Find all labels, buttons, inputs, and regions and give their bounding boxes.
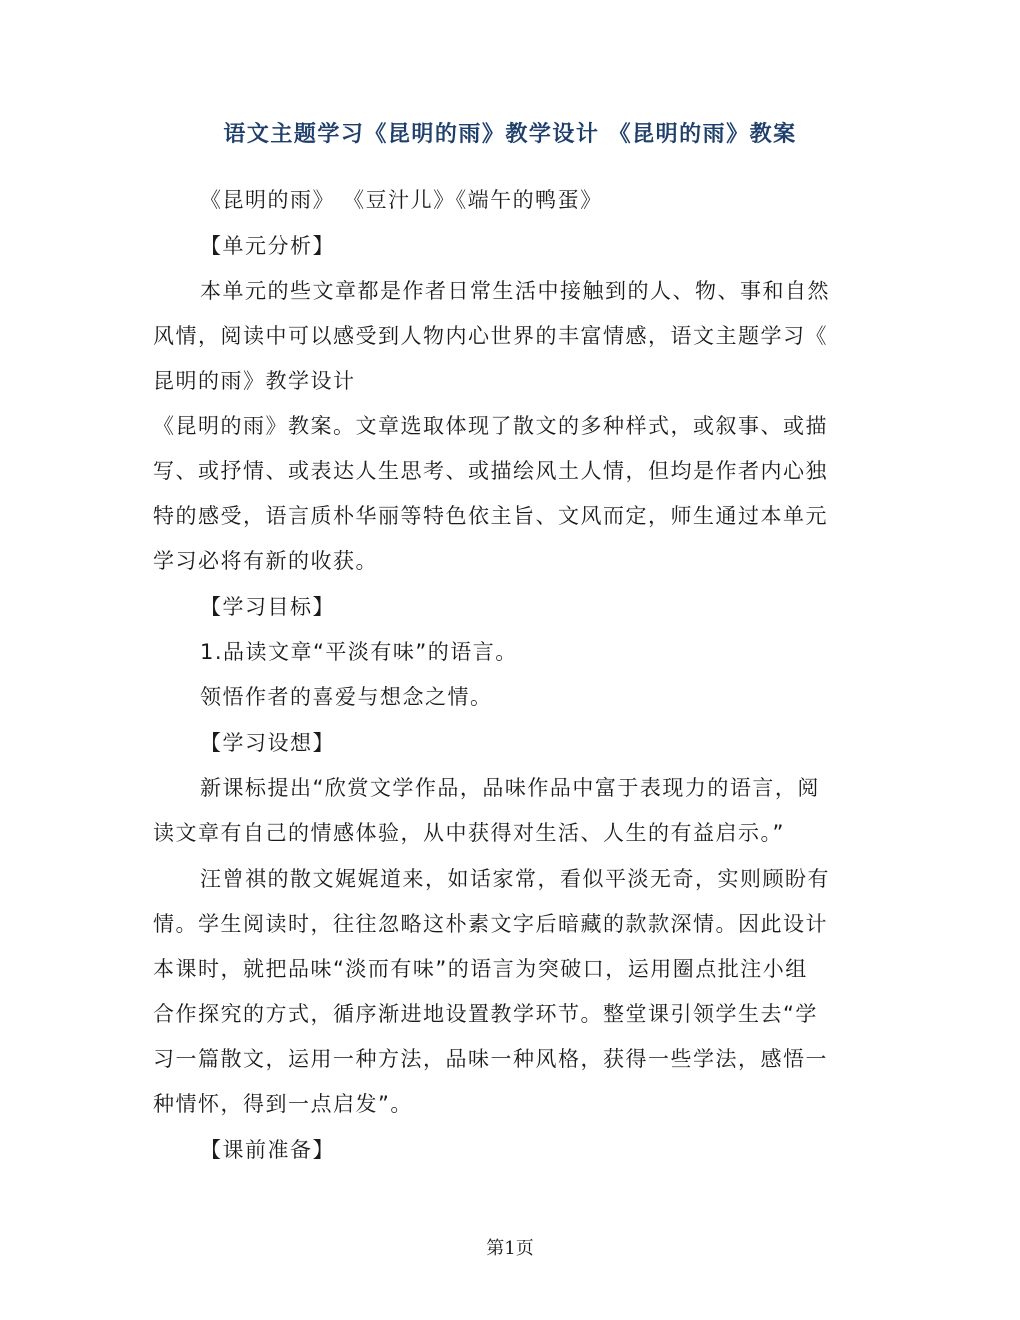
section-heading-unit-analysis: 【单元分析】 xyxy=(200,234,335,258)
page-number: 第1页 xyxy=(486,1238,534,1259)
paragraph-line: 特的感受，语言质朴华丽等特色依主旨、文风而定，师生通过本单元 xyxy=(153,504,828,528)
paragraph-line: 新课标提出“欣赏文学作品，品味作品中富于表现力的语言，阅 xyxy=(200,776,820,800)
paragraph-line: 《昆明的雨》教案。文章选取体现了散文的多种样式，或叙事、或描 xyxy=(153,414,828,438)
goal-item-2: 领悟作者的喜爱与想念之情。 xyxy=(200,685,493,709)
paragraph-line: 写、或抒情、或表达人生思考、或描绘风土人情，但均是作者内心独 xyxy=(153,459,828,483)
paragraph-line: 风情，阅读中可以感受到人物内心世界的丰富情感，语文主题学习《 xyxy=(153,324,828,348)
paragraph-line: 习一篇散文，运用一种方法，品味一种风格，获得一些学法，感悟一 xyxy=(153,1047,828,1071)
paragraph-line: 学习必将有新的收获。 xyxy=(153,549,378,573)
paragraph-line: 昆明的雨》教学设计 xyxy=(153,369,356,393)
document-title: 语文主题学习《昆明的雨》教学设计 《昆明的雨》教案 xyxy=(223,121,797,147)
section-heading-learning-concept: 【学习设想】 xyxy=(200,731,335,755)
paragraph-line: 种情怀，得到一点启发”。 xyxy=(153,1092,413,1116)
paragraph-line: 本单元的些文章都是作者日常生活中接触到的人、物、事和自然 xyxy=(200,279,830,303)
paragraph-line: 合作探究的方式，循序渐进地设置教学环节。整堂课引领学生去“学 xyxy=(153,1002,818,1026)
paragraph-line: 汪曾祺的散文娓娓道来，如话家常，看似平淡无奇，实则顾盼有 xyxy=(200,867,830,891)
goal-item-1: 1.品读文章“平淡有味”的语言。 xyxy=(200,640,518,664)
related-texts-line: 《昆明的雨》 《豆汁儿》《端午的鸭蛋》 xyxy=(200,188,603,212)
section-heading-learning-goals: 【学习目标】 xyxy=(200,595,335,619)
paragraph-line: 情。学生阅读时，往往忽略这朴素文字后暗藏的款款深情。因此设计 xyxy=(153,912,828,936)
section-heading-preparation: 【课前准备】 xyxy=(200,1138,335,1162)
paragraph-line: 本课时，就把品味“淡而有味”的语言为突破口，运用圈点批注小组 xyxy=(153,957,808,981)
paragraph-line: 读文章有自己的情感体验，从中获得对生活、人生的有益启示。” xyxy=(153,821,785,845)
